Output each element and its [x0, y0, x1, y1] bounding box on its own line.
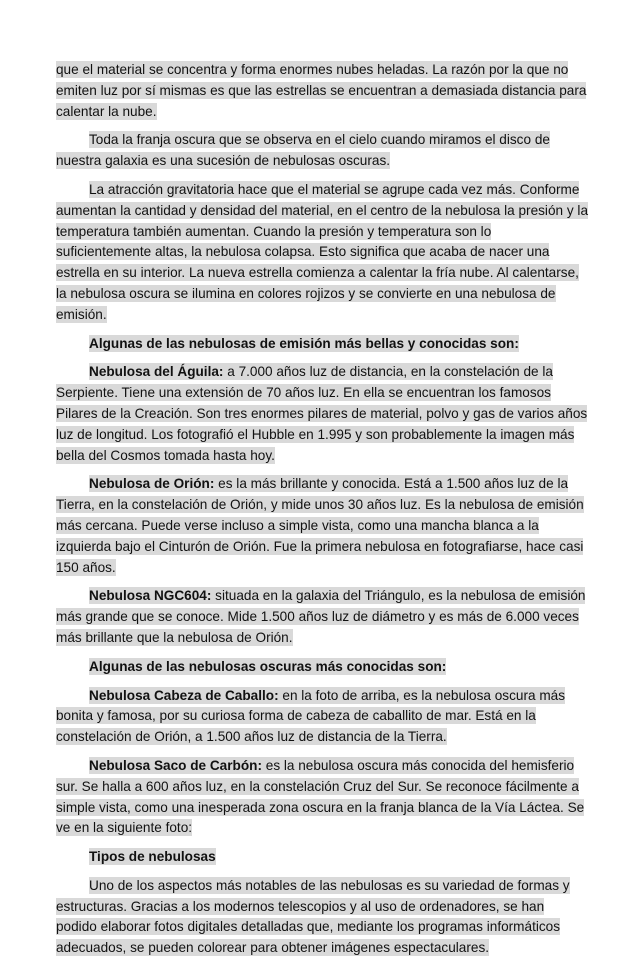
- heading-nebulosas-oscuras: [56, 657, 588, 678]
- highlighted-text: La atracción gravitatoria hace que el material se agrupe cada vez más. Conforme aumentan la cantidad y densidad del material, en el centro de la nebulosa la presión y la temperatura también aumentan. Cuando la presión y temperatura son lo suficientemente altas, la nebulosa colapsa. Esto significa que acaba de nacer una estrella en su interior. La nueva estrella comienza a calentar la fría nube. Al calentarse, la nebulosa oscura se ilumina en colores rojizos y se convierte en una nebulosa de emisión.: [56, 181, 589, 322]
- paragraph-cabeza-caballo: [56, 686, 588, 748]
- paragraph-aguila: [56, 362, 588, 466]
- paragraph-orion: [56, 474, 588, 578]
- caballo-title: Nebulosa Cabeza de Caballo:: [89, 687, 279, 703]
- paragraph-material: [56, 60, 588, 122]
- heading-text: Algunas de las nebulosas de emisión más bellas y conocidas son:: [89, 335, 519, 351]
- heading-text: Tipos de nebulosas: [89, 849, 216, 865]
- ngc604-title: Nebulosa NGC604:: [89, 588, 212, 604]
- aguila-text: [56, 363, 587, 463]
- orion-title: Nebulosa de Orión:: [89, 476, 215, 492]
- heading-nebulosas-emision: [56, 334, 588, 355]
- carbon-title: Nebulosa Saco de Carbón:: [89, 757, 262, 773]
- paragraph-atraccion-gravitatoria: [56, 180, 588, 326]
- paragraph-ngc604: [56, 586, 588, 648]
- paragraph-franja-oscura: [56, 130, 588, 172]
- highlighted-text: que el material se concentra y forma enormes nubes heladas. La razón por la que no emiten luz por sí mismas es que las estrellas se encuentran a demasiada distancia para calentar la nube.: [56, 62, 587, 119]
- caballo-description: en la foto de arriba, es la nebulosa oscura más bonita y famosa, por su curiosa forma de cabeza de caballito de mar. Está en la constelación de Orión, a 1.500 años luz de distancia de la Tierra.: [56, 687, 566, 745]
- highlighted-text: Uno de los aspectos más notables de las nebulosas es su variedad de formas y estructuras. Gracias a los modernos telescopios y al uso de ordenadores, se han podido elaborar fotos digitales detalladas que, mediante los programas informáticos adecuados, se pueden colorear para obtener imágenes espectaculares.: [56, 877, 570, 956]
- aguila-description: a 7.000 años luz de distancia, en la constelación de la Serpiente. Tiene una extensión de 70 años luz. En ella se encuentran los famosos Pilares de la Creación. Son tres enormes pilares de material, polvo y gas de varios años luz de longitud. Los fotografió el Hubble en 1.995 y son probablemente la imagen más bella del Cosmos tomada hasta hoy.: [56, 364, 588, 463]
- caballo-text: [56, 687, 565, 746]
- ngc604-text: [56, 587, 585, 646]
- carbon-text: [56, 757, 584, 836]
- paragraph-saco-carbon: [56, 756, 588, 839]
- aguila-title: Nebulosa del Águila:: [89, 364, 224, 380]
- orion-text: [56, 475, 584, 575]
- orion-description: es la más brillante y conocida. Está a 1.500 años luz de la Tierra, en la constelación de Orión, y mide unos 30 años luz. Es la nebulosa de emisión más cercana. Puede verse incluso a simple vista, como una mancha blanca a la izquierda bajo el Cinturón de Orión. Fue la primera nebulosa en fotografiarse, hace casi 150 años.: [56, 476, 584, 575]
- paragraph-tipos: [56, 876, 588, 959]
- highlighted-text: Toda la franja oscura que se observa en el cielo cuando miramos el disco de nuestra galaxia es una sucesión de nebulosas oscuras.: [56, 132, 550, 169]
- carbon-description: es la nebulosa oscura más conocida del hemisferio sur. Se halla a 600 años luz, en la constelación Cruz del Sur. Se reconoce fácilmente a simple vista, como una inesperada zona oscura en la franja blanca de la Vía Láctea. Se ve en la siguiente foto:: [56, 757, 585, 836]
- heading-tipos-nebulosas: [56, 847, 588, 868]
- document-page: [56, 60, 588, 967]
- heading-text: Algunas de las nebulosas oscuras más conocidas son:: [89, 658, 447, 674]
- ngc604-description: situada en la galaxia del Triángulo, es la nebulosa de emisión más grande que se conoce. Mide 1.500 años luz de diámetro y es más de 6.000 veces más brillante que la nebulosa de Orión.: [56, 588, 586, 645]
